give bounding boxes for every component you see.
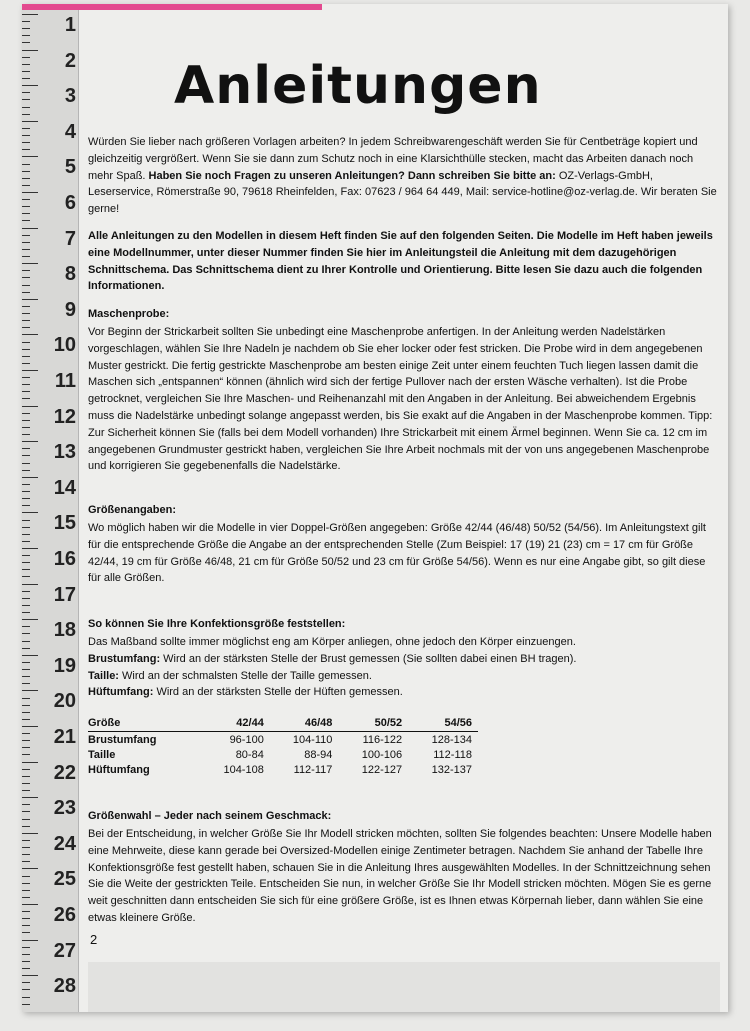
ruler-tick	[22, 50, 38, 51]
ruler-tick	[22, 626, 30, 627]
ruler-number: 18	[53, 619, 76, 642]
table-cell: Brustumfang	[88, 733, 157, 746]
ruler-tick	[22, 619, 38, 620]
ruler-tick	[22, 99, 30, 100]
table-row	[88, 762, 478, 777]
ruler-number: 12	[53, 405, 76, 428]
table-header-row	[88, 714, 478, 732]
ruler-number: 24	[53, 832, 76, 855]
ruler-tick	[22, 270, 30, 271]
ruler-number: 15	[53, 512, 76, 535]
ruler-tick	[22, 242, 30, 243]
ruler-tick	[22, 349, 30, 350]
ruler-tick	[22, 868, 38, 869]
ruler-tick	[22, 164, 30, 165]
ruler-tick	[22, 890, 30, 891]
ruler-number: 2	[64, 49, 76, 72]
ruler-number: 10	[53, 334, 76, 357]
groessenwahl-heading: Größenwahl – Jeder nach seinem Geschmack:	[88, 810, 332, 822]
ruler-tick	[22, 968, 30, 969]
ruler-tick	[22, 605, 30, 606]
konfektion-heading: So können Sie Ihre Konfektionsgröße feststellen:	[88, 618, 346, 630]
table-row	[88, 747, 478, 762]
maschenprobe-heading: Maschenprobe:	[88, 308, 170, 320]
ruler-tick	[22, 377, 30, 378]
ruler-tick	[22, 370, 38, 371]
ruler-tick	[22, 612, 30, 613]
ruler-tick	[22, 982, 30, 983]
table-cell: 104-108	[223, 763, 264, 776]
table-cell: 96-100	[229, 733, 264, 746]
table-cell: 80-84	[235, 748, 264, 761]
ruler-tick	[22, 719, 30, 720]
table-cell: 104-110	[292, 733, 333, 746]
ruler-tick	[22, 28, 30, 29]
ruler-tick	[22, 698, 30, 699]
ruler-tick	[22, 690, 38, 691]
ruler-tick	[22, 854, 30, 855]
ruler-tick	[22, 448, 30, 449]
ruler-tick	[22, 883, 30, 884]
ruler-number: 7	[64, 227, 76, 250]
ruler-tick	[22, 804, 30, 805]
ruler-tick	[22, 861, 30, 862]
ruler-number: 3	[64, 85, 76, 108]
magazine-page	[22, 4, 728, 1012]
ruler-tick	[22, 356, 30, 357]
ruler-tick	[22, 975, 38, 976]
ruler-tick	[22, 64, 30, 65]
ruler-tick	[22, 819, 30, 820]
ruler-tick	[22, 541, 30, 542]
ruler-number: 5	[64, 156, 76, 179]
ruler-tick	[22, 562, 30, 563]
ruler-tick	[22, 548, 38, 549]
table-row	[88, 732, 478, 748]
ruler-tick	[22, 142, 30, 143]
ruler-tick	[22, 961, 30, 962]
ruler-tick	[22, 648, 30, 649]
ruler-tick	[22, 740, 30, 741]
table-cell: 112-117	[293, 763, 333, 776]
ruler-tick	[22, 235, 30, 236]
ruler-number: 8	[64, 263, 76, 286]
ruler-tick	[22, 555, 30, 556]
ruler-tick	[22, 754, 30, 755]
ruler-tick	[22, 997, 30, 998]
ruler-tick	[22, 576, 30, 577]
ruler-tick	[22, 470, 30, 471]
ruler-tick	[22, 762, 38, 763]
groessenwahl-text: Bei der Entscheidung, in welcher Größe Sie Ihr Modell stricken möchten, sollten Sie folgendes beachten: Unsere Modelle haben eine Mehrweite, diese kann gerade bei Oversized-Modellen einige Zentimeter betragen. Nachdem Sie anhand der Tabelle Ihre Konfektionsgröße fest gestellt haben, schauen Sie in die Anleitung Ihres ausgewählten Modelles. In der Schnittzeichnung sehen Sie die Weite der gestrickten Teile. Entscheiden Sie nun, in welcher Größe Sie Ihr Modell stricken möchten. Mögen Sie es gerne weit geschnitten dann entscheiden Sie sich für eine größere Größe, ist es Ihnen etwas Körpernah lieber, dann wählen Sie eine etwas kleinere Größe.	[88, 828, 712, 924]
ruler-tick	[22, 705, 30, 706]
ruler-tick	[22, 35, 30, 36]
ruler-tick	[22, 391, 30, 392]
ruler-tick	[22, 327, 30, 328]
ruler-tick	[22, 192, 38, 193]
ruler-tick	[22, 107, 30, 108]
ruler-tick	[22, 783, 30, 784]
ruler-tick	[22, 769, 30, 770]
ruler-tick	[22, 811, 30, 812]
ruler-tick	[22, 228, 38, 229]
ruler-tick	[22, 363, 30, 364]
ruler-tick	[22, 726, 38, 727]
ruler-number: 27	[53, 939, 76, 962]
ruler-tick	[22, 591, 30, 592]
ruler-tick	[22, 712, 30, 713]
table-cell: 112-118	[433, 748, 472, 761]
ruler-tick	[22, 598, 30, 599]
intro-text: Würden Sie lieber nach größeren Vorlagen arbeiten? In jedem Schreibwarengeschäft werden Sie für Centbeträge kopiert und gleichzeitig vergrößert. Wenn Sie sie dann zum Schutz noch in eine Klarsichthülle stecken, macht das Arbeiten danach noch mehr Spaß. Haben Sie noch Fragen zu unseren Anleitungen? Dann schreiben Sie bitte an: OZ-Verlags-GmbH, Leserservice, Römerstraße 90, 79618 Rheinfelden, Fax: 07623 / 964 64 449, Mail: service-hotline@oz-verlag.de. Wir beraten Sie gerne!	[88, 136, 717, 216]
table-cell: Taille	[88, 748, 116, 761]
ruler-tick	[22, 306, 30, 307]
ruler-tick	[22, 128, 30, 129]
ruler-tick	[22, 826, 30, 827]
ruler-tick	[22, 427, 30, 428]
ruler-tick	[22, 683, 30, 684]
ruler-number: 16	[53, 548, 76, 570]
ruler-tick	[22, 932, 30, 933]
ruler-tick	[22, 904, 38, 905]
ruler-tick	[22, 776, 30, 777]
ruler-tick	[22, 14, 38, 15]
ruler-tick	[22, 220, 30, 221]
lead-paragraph: Alle Anleitungen zu den Modellen in diesem Heft finden Sie auf den folgenden Seiten. Die Modelle im Heft haben jeweils eine Modellnummer, unter dieser Nummer finden Sie hier im Anleitungsteil die Anleitung mit dem dazugehörigen Schnittschema. Das Schnittschema dient zu Ihrer Kontrolle und Orientierung. Bitte lesen Sie dazu auch die folgenden Informationen.	[88, 230, 713, 293]
ruler-tick	[22, 584, 38, 585]
page-title: Anleitungen	[174, 56, 542, 116]
ruler-tick	[22, 747, 30, 748]
ruler-tick	[22, 92, 30, 93]
ruler-tick	[22, 1004, 30, 1005]
ruler-tick	[22, 420, 30, 421]
ruler-tick	[22, 925, 30, 926]
ruler-number: 20	[53, 690, 76, 713]
ruler-tick	[22, 384, 30, 385]
table-header: 50/52	[338, 714, 408, 732]
ruler-tick	[22, 847, 30, 848]
ruler-tick	[22, 256, 30, 257]
ruler-tick	[22, 491, 30, 492]
ruler-tick	[22, 185, 30, 186]
maschenprobe-text: Vor Beginn der Strickarbeit sollten Sie unbedingt eine Maschenprobe anfertigen. In der Anleitung werden Nadelstärken vorgeschlagen, wählen Sie Ihre Nadeln je nachdem ob Sie eher locker oder fest stricken. Die Probe wird in dem angegebenen Muster gestrickt. Die fertig gestrickte Maschenprobe am besten einige Zeit unter einem feuchten Tuch liegen lassen damit die Maschen sich „entspannen“ können (ähnlich wird sich der fertige Pullover nach der ersten Wäsche verhalten). Ist die Probe getrocknet, vergleichen Sie Ihre Maschen- und Reihenanzahl mit den Angaben in der Anleitung. Bei abweichendem Ergebnis muss die Nadelstärke unbedingt solange angepasst werden, bis Sie exakt auf die Angaben in der Maschenprobe kommen. Tipp: Zur Sicherheit können Sie (falls bei dem Modell vorhanden) Ihre Strickarbeit mit einem Ärmel beginnen. Wenn Sie ca. 12 cm im angegebenen Grundmuster gestrickt haben, vergleichen Sie Ihre Arbeit nochmals mit der von uns angegebenen Maschenprobe und korrigieren Sie gegebenenfalls die Nadelstärke.	[88, 326, 713, 473]
ruler-number: 25	[53, 868, 76, 891]
table-header: 42/44	[200, 714, 270, 732]
ruler-tick	[22, 797, 38, 798]
ruler-number: 22	[53, 761, 76, 784]
ruler-number: 4	[64, 120, 76, 143]
ruler-tick	[22, 918, 30, 919]
ruler-tick	[22, 57, 30, 58]
ruler-tick	[22, 21, 30, 22]
ruler-tick	[22, 135, 30, 136]
ruler-tick	[22, 534, 30, 535]
ruler-tick	[22, 989, 30, 990]
groessenangaben-text: Wo möglich haben wir die Modelle in vier Doppel-Größen angegeben: Größe 42/44 (46/48) 50/52 (54/56). Im Anleitungstext gilt für die entsprechende Größe die Angabe an der entsprechenden Stelle (Zum Beispiel: 17 (19) 21 (23) cm = 17 cm für Größe 42/44, 19 cm für Größe 46/48, 21 cm für Größe 50/52 und 23 cm für Größe 54/56). Wenn es nur eine Angabe gibt, so gilt diese für alle Größen.	[88, 522, 706, 585]
table-cell: 116-122	[362, 733, 403, 746]
ruler-tick	[22, 520, 30, 521]
ruler-number: 23	[53, 797, 76, 820]
table-cell: 128-134	[431, 733, 472, 746]
ruler-tick	[22, 463, 30, 464]
size-table	[88, 714, 478, 777]
ruler-number: 28	[53, 975, 76, 998]
ruler-tick	[22, 897, 30, 898]
ruler-tick	[22, 334, 38, 335]
ruler-tick	[22, 840, 30, 841]
ruler-tick	[22, 320, 30, 321]
ruler-tick	[22, 406, 38, 407]
ruler-tick	[22, 42, 30, 43]
ruler-tick	[22, 790, 30, 791]
ruler-number: 6	[64, 192, 76, 214]
ruler-tick	[22, 669, 30, 670]
ruler-tick	[22, 206, 30, 207]
table-cell: 132-137	[431, 763, 472, 776]
table-header: 46/48	[270, 714, 339, 732]
ruler-tick	[22, 676, 30, 677]
table-header: Größe	[88, 714, 200, 732]
ruler-tick	[22, 199, 30, 200]
ruler-tick	[22, 947, 30, 948]
ruler-tick	[22, 85, 38, 86]
ruler-tick	[22, 299, 38, 300]
table-cell: 100-106	[361, 748, 403, 761]
ruler-tick	[22, 434, 30, 435]
ruler	[22, 10, 79, 1012]
ruler-tick	[22, 277, 30, 278]
footer-strip	[88, 962, 720, 1012]
ruler-tick	[22, 171, 30, 172]
ruler-tick	[22, 940, 38, 941]
groessenangaben-heading: Größenangaben:	[88, 504, 177, 516]
ruler-tick	[22, 263, 38, 264]
ruler-tick	[22, 71, 30, 72]
ruler-number: 1	[64, 14, 76, 36]
ruler-tick	[22, 398, 30, 399]
table-header: 54/56	[408, 714, 478, 732]
ruler-tick	[22, 633, 30, 634]
content-area	[88, 4, 720, 1012]
table-cell: Hüftumfang	[88, 763, 150, 776]
ruler-tick	[22, 662, 30, 663]
konfektion-text: Das Maßband sollte immer möglichst eng am Körper anliegen, ohne jedoch den Körper einzuengen. Brustumfang: Wird an der stärksten Stelle der Brust gemessen (Sie sollten dabei einen BH tragen). Taille: Wird an der schmalsten Stelle der Taille gemessen. Hüftumfang: Wird an der stärksten Stelle der Hüften gemessen.	[88, 636, 577, 699]
ruler-tick	[22, 121, 38, 122]
ruler-tick	[22, 313, 30, 314]
ruler-tick	[22, 733, 30, 734]
ruler-tick	[22, 484, 30, 485]
ruler-tick	[22, 455, 30, 456]
ruler-tick	[22, 213, 30, 214]
ruler-tick	[22, 156, 38, 157]
table-cell: 122-127	[361, 763, 403, 776]
ruler-tick	[22, 441, 38, 442]
ruler-tick	[22, 292, 30, 293]
ruler-number: 11	[54, 370, 76, 392]
ruler-tick	[22, 285, 30, 286]
ruler-tick	[22, 833, 38, 834]
ruler-number: 19	[53, 654, 76, 677]
ruler-tick	[22, 249, 30, 250]
ruler-number: 14	[53, 476, 76, 499]
ruler-number: 9	[64, 298, 76, 321]
ruler-tick	[22, 342, 30, 343]
ruler-tick	[22, 527, 30, 528]
ruler-tick	[22, 876, 30, 877]
ruler-tick	[22, 569, 30, 570]
ruler-tick	[22, 498, 30, 499]
ruler-tick	[22, 954, 30, 955]
ruler-tick	[22, 641, 30, 642]
ruler-tick	[22, 178, 30, 179]
ruler-number: 26	[53, 904, 76, 926]
page-number: 2	[90, 932, 98, 947]
ruler-number: 13	[53, 441, 76, 464]
ruler-tick	[22, 477, 38, 478]
ruler-tick	[22, 114, 30, 115]
ruler-tick	[22, 505, 30, 506]
ruler-number: 21	[53, 726, 76, 748]
ruler-tick	[22, 512, 38, 513]
ruler-number: 17	[53, 583, 76, 606]
ruler-tick	[22, 911, 30, 912]
ruler-tick	[22, 78, 30, 79]
table-cell: 88-94	[304, 748, 333, 761]
ruler-tick	[22, 413, 30, 414]
ruler-tick	[22, 149, 30, 150]
ruler-tick	[22, 655, 38, 656]
